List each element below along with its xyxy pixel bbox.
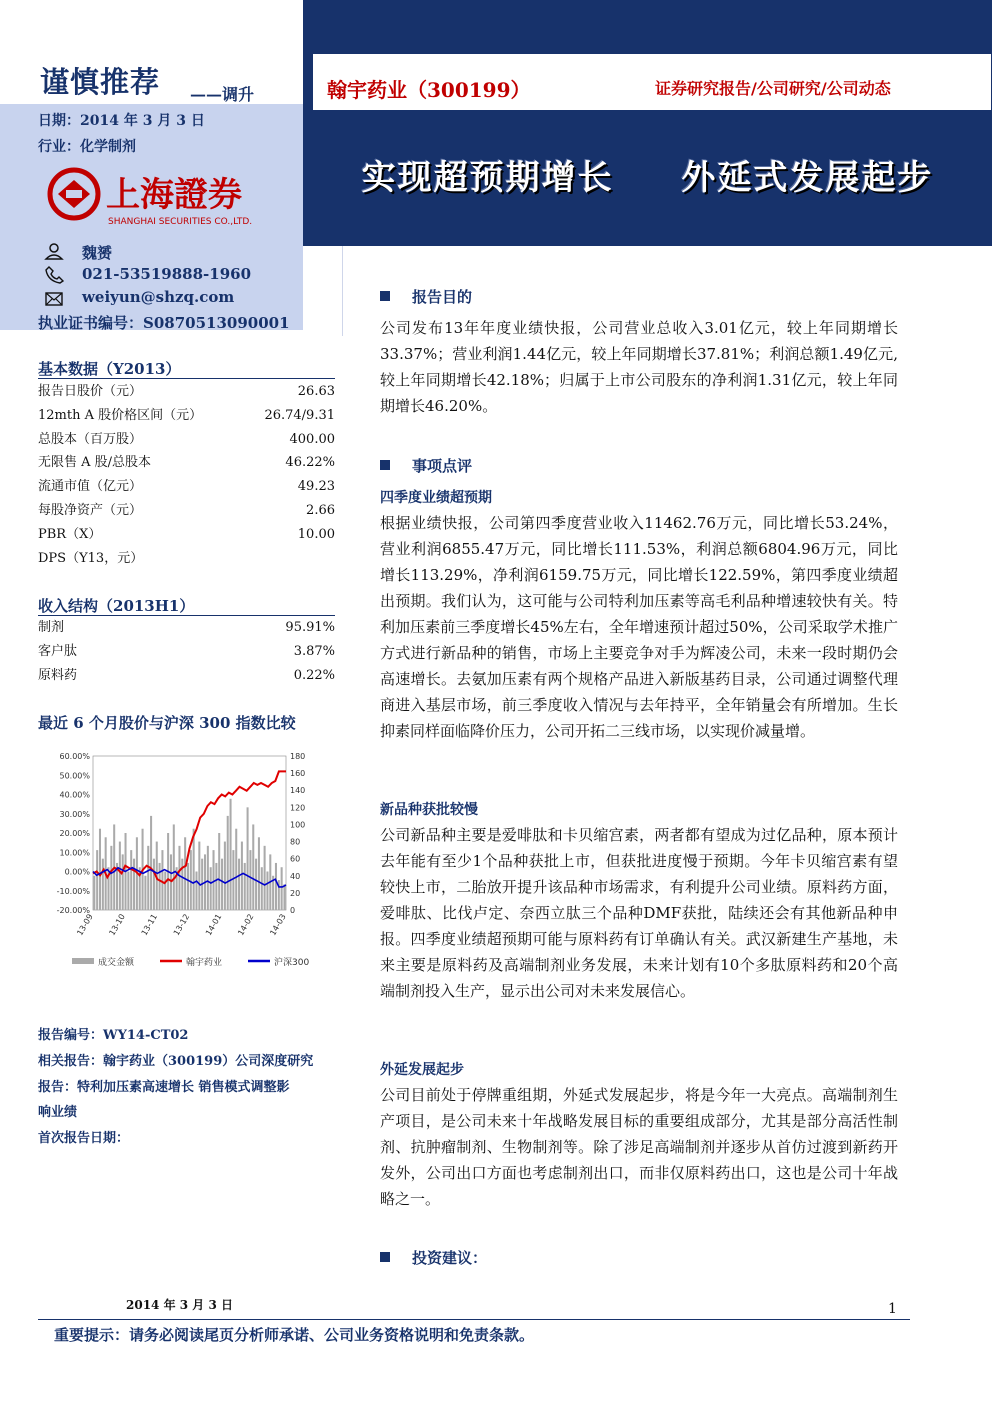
logo-icon xyxy=(44,166,274,228)
y-left-tick-label: -20.00% xyxy=(56,906,90,915)
expansion-title: 外延发展起步 xyxy=(380,1062,464,1078)
basic-data-value: 10.00 xyxy=(297,526,335,542)
y-right-tick-label: 80 xyxy=(290,837,301,847)
analyst-phone: 021-53519888-1960 xyxy=(82,265,252,283)
y-left-tick-label: 0.00% xyxy=(64,867,90,877)
expansion-text: 公司目前处于停牌重组期，外延式发展起步，将是今年一大亮点。高端制剂生产项目，是公司未来十年战略发展目标的重要组成部分，尤其是部分高活性制剂、抗肿瘤制剂、生物制剂等。除了涉足高端制剂并逐步从首仿过渡到新药开发外，公司出口方面也考虑制剂出口，而非仅原料药出口，这也是公司十年战略之一。 xyxy=(380,1086,898,1208)
volume-bar xyxy=(178,846,180,910)
volume-bar xyxy=(110,846,112,910)
bullet-square-icon xyxy=(380,460,390,470)
divider xyxy=(342,246,343,336)
basic-data-row xyxy=(38,523,335,546)
analyst-name: 魏赟 xyxy=(82,244,113,262)
volume-bar xyxy=(173,824,175,910)
y-right-tick-label: 120 xyxy=(290,803,306,813)
volume-bar xyxy=(207,846,209,910)
y-left-tick-label: 10.00% xyxy=(59,848,90,858)
volume-bar xyxy=(232,850,234,910)
rating-change: ——调升 xyxy=(190,85,255,104)
report-date: 日期：2014 年 3 月 3 日 xyxy=(38,113,205,129)
volume-bar xyxy=(119,842,121,910)
legend-label: 成交金额 xyxy=(98,958,135,968)
volume-bar xyxy=(244,863,246,910)
volume-bar xyxy=(99,829,101,910)
basic-data-row xyxy=(38,499,335,522)
basic-data-value: 400.00 xyxy=(289,431,335,447)
volume-bar xyxy=(230,799,232,910)
rating-label: 谨慎推荐 xyxy=(40,65,161,99)
volume-bar xyxy=(283,884,285,910)
y-right-tick-label: 20 xyxy=(290,888,301,898)
income-value: 95.91% xyxy=(285,620,335,635)
x-tick-label: 13-12 xyxy=(171,912,192,938)
volume-bar xyxy=(130,850,132,910)
section-purpose-title: 报告目的 xyxy=(380,286,472,307)
basic-data-row xyxy=(38,547,335,570)
volume-bar xyxy=(224,842,226,910)
basic-data-row xyxy=(38,380,335,403)
basic-data-value: 26.74/9.31 xyxy=(264,407,335,423)
income-label: 原料药 xyxy=(38,667,78,683)
section-advice-title: 投资建议： xyxy=(380,1247,487,1268)
basic-data-label: PBR（X） xyxy=(38,526,102,542)
y-left-tick-label: 30.00% xyxy=(59,809,90,819)
y-left-tick-label: -10.00% xyxy=(56,886,90,896)
logo-text: 上海證券 xyxy=(106,175,242,215)
volume-bar xyxy=(198,842,200,910)
income-value: 0.22% xyxy=(293,667,335,683)
volume-bar xyxy=(187,863,189,910)
person-icon xyxy=(44,242,64,260)
income-value: 3.87% xyxy=(293,643,335,659)
basic-data-label: DPS（Y13，元） xyxy=(38,550,144,566)
new-products-text: 公司新品种主要是爱啡肽和卡贝缩宫素，两者都有望成为过亿品种，原本预计去年能有至少1个品种获批上市，但获批进度慢于预期。今年卡贝缩宫素有望较快上市，二胎放开提升该品种市场需求，有利提升公司业绩。原料药方面，爱啡肽、比伐卢定、奈西立肽三个品种DMF获批，陆续还会有其他新品种申报。四季度业绩超预期可能与原料药有订单确认有关。武汉新建生产基地，未来主要是原料药及高端制剂业务发展，未来计划有10个多肽原料药和20个高端制剂投入生产，显示出公司对未来发展信心。 xyxy=(380,826,898,1000)
q4-text: 根据业绩快报，公司第四季度营业收入11462.76万元，同比增长53.24%，营业利润6855.47万元，同比增长111.53%，利润总额6804.96万元，同比增长113.29%，净利润6159.75万元，同比增长122.59%，第四季度业绩超出预期。我们认为，这可能与公司特利加压素等高毛利品种增速较快有关。特利加压素前三季度增长45%左右，全年增速预计超过50%，公司采取学术推广方式进行新品种的销售，市场上主要竞争对手为辉凌公司，未来一段时期仍会高速增长。去氨加压素有两个规格产品进入新版基药目录，公司通过调整代理商进入基层市场，前三季度收入情况与去年持平，全年销量会有所增加。生长抑素同样面临降价压力，公司开拓二三线市场，以实现价减量增。 xyxy=(380,514,898,740)
cert-number: 执业证书编号：S0870513090001 xyxy=(38,314,290,332)
basic-data-label: 每股净资产（元） xyxy=(38,503,143,518)
basic-data-value: 2.66 xyxy=(306,503,335,518)
volume-bar xyxy=(93,876,95,910)
basic-data-label: 总股本（百万股） xyxy=(38,431,143,447)
basic-data-label: 报告日股价（元） xyxy=(38,384,143,399)
volume-bar xyxy=(164,872,166,911)
basic-data-row xyxy=(38,451,335,474)
email-icon xyxy=(44,290,64,308)
volume-bar xyxy=(275,863,277,910)
x-tick-label: 13-11 xyxy=(139,912,160,938)
x-tick-label: 13-10 xyxy=(107,912,127,938)
y-right-tick-label: 160 xyxy=(290,769,306,779)
volume-bar xyxy=(96,850,98,910)
volume-bar xyxy=(238,859,240,910)
volume-bar xyxy=(227,816,229,910)
main-title-part-1: 实现超预期增长 xyxy=(361,158,614,198)
x-tick-label: 14-02 xyxy=(236,912,256,938)
first-report-date: 首次报告日期： xyxy=(38,1131,130,1146)
y-left-tick-label: 20.00% xyxy=(59,829,90,838)
volume-bar xyxy=(195,872,197,911)
income-label: 制剂 xyxy=(38,620,65,635)
income-row xyxy=(38,616,335,639)
y-right-tick-label: 60 xyxy=(290,854,301,864)
basic-data-row xyxy=(38,428,335,451)
volume-bar xyxy=(122,854,124,910)
volume-bar xyxy=(261,867,263,910)
volume-bar xyxy=(102,859,104,910)
volume-bar xyxy=(213,850,215,910)
legend-label: 翰宇药业 xyxy=(186,958,223,968)
related-report-line2[interactable]: 报告：特利加压素高速增长 销售模式调整影 xyxy=(38,1080,290,1095)
x-tick-label: 13-09 xyxy=(75,912,95,938)
basic-data-title: 基本数据（Y2013） xyxy=(38,360,181,378)
header-banner xyxy=(303,0,992,246)
stock-name: 翰宇药业（300199） xyxy=(327,78,531,102)
report-number: 报告编号：WY14-CT02 xyxy=(38,1028,189,1043)
q4-title: 四季度业绩超预期 xyxy=(380,490,492,506)
volume-bar xyxy=(258,837,260,910)
y-left-tick-label: 60.00% xyxy=(59,752,90,761)
volume-bar xyxy=(264,846,266,910)
phone-icon xyxy=(44,266,64,284)
volume-bar xyxy=(221,859,223,910)
y-left-tick-label: 50.00% xyxy=(59,771,90,781)
footer-divider xyxy=(38,1319,910,1320)
analyst-email[interactable]: weiyun@shzq.com xyxy=(82,288,235,306)
y-right-tick-label: 40 xyxy=(290,871,301,881)
x-tick-label: 14-03 xyxy=(268,912,288,938)
main-title-part-2: 外延式发展起步 xyxy=(681,158,934,198)
y-right-tick-label: 180 xyxy=(290,752,306,761)
main-title xyxy=(303,150,992,199)
volume-bar xyxy=(161,850,163,910)
footer-date: 2014 年 3 月 3 日 xyxy=(126,1298,233,1312)
important-notice: 重要提示：请务必阅读尾页分析师承诺、公司业务资格说明和免责条款。 xyxy=(54,1326,535,1344)
volume-bar xyxy=(281,867,283,910)
related-report-line3[interactable]: 响业绩 xyxy=(38,1105,78,1120)
basic-data-row xyxy=(38,404,335,427)
volume-bar xyxy=(247,807,249,910)
volume-bar xyxy=(241,842,243,910)
basic-data-value: 26.63 xyxy=(297,384,335,399)
income-row xyxy=(38,664,335,687)
legend-swatch xyxy=(72,958,94,964)
income-label: 客户肽 xyxy=(38,643,78,659)
volume-bar xyxy=(159,863,161,910)
income-title: 收入结构（2013H1） xyxy=(38,597,195,615)
bullet-square-icon xyxy=(380,291,390,301)
volume-bar xyxy=(210,867,212,910)
basic-data-row xyxy=(38,475,335,498)
volume-bar xyxy=(249,850,251,910)
logo-subtext: SHANGHAI SECURITIES CO.,LTD. xyxy=(108,217,253,227)
y-right-tick-label: 100 xyxy=(290,820,306,830)
volume-bar xyxy=(133,859,135,910)
new-products-title: 新品种获批较慢 xyxy=(380,802,478,818)
basic-data-label: 无限售 A 股/总股本 xyxy=(38,455,152,471)
basic-data-label: 流通市值（亿元） xyxy=(38,479,143,495)
company-logo xyxy=(44,166,274,228)
volume-bar xyxy=(215,863,217,910)
page-number: 1 xyxy=(888,1301,897,1317)
income-row xyxy=(38,640,335,663)
purpose-text: 公司发布13年年度业绩快报，公司营业总收入3.01亿元，较上年同期增长33.37%；营业利润1.44亿元，较上年同期增长37.81%；利润总额1.49亿元,较上年同期增长42.18%；归属于上市公司股东的净利润1.31亿元，较上年同期增长46.20%。 xyxy=(380,319,898,415)
related-report[interactable]: 相关报告：翰宇药业（300199）公司深度研究 xyxy=(38,1054,314,1069)
volume-bar xyxy=(153,859,155,910)
industry: 行业：化学制剂 xyxy=(38,139,136,155)
volume-bar xyxy=(252,824,254,910)
y-left-tick-label: 40.00% xyxy=(59,790,90,800)
volume-bar xyxy=(193,829,195,910)
volume-bar xyxy=(190,850,192,910)
volume-bar xyxy=(235,829,237,910)
volume-bar xyxy=(255,859,257,910)
report-type: 证券研究报告/公司研究/公司动态 xyxy=(655,79,891,98)
volume-bar xyxy=(184,837,186,910)
y-right-tick-label: 140 xyxy=(290,786,306,796)
chart-title: 最近 6 个月股价与沪深 300 指数比较 xyxy=(38,714,296,732)
volume-bar xyxy=(266,872,268,911)
y-right-tick-label: 0 xyxy=(290,906,296,915)
legend-label: 沪深300 xyxy=(274,958,310,968)
volume-bar xyxy=(147,846,149,910)
x-tick-label: 14-01 xyxy=(203,912,224,938)
basic-data-value: 49.23 xyxy=(297,479,335,495)
divider xyxy=(38,378,335,379)
volume-bar xyxy=(127,872,129,911)
volume-bar xyxy=(218,833,220,910)
section-review-title: 事项点评 xyxy=(380,455,472,476)
volume-bar xyxy=(150,816,152,910)
volume-bar xyxy=(144,876,146,910)
bullet-square-icon xyxy=(380,1252,390,1262)
price-chart xyxy=(38,740,338,975)
basic-data-label: 12mth A 股价格区间（元） xyxy=(38,407,203,423)
basic-data-value: 46.22% xyxy=(285,455,335,471)
